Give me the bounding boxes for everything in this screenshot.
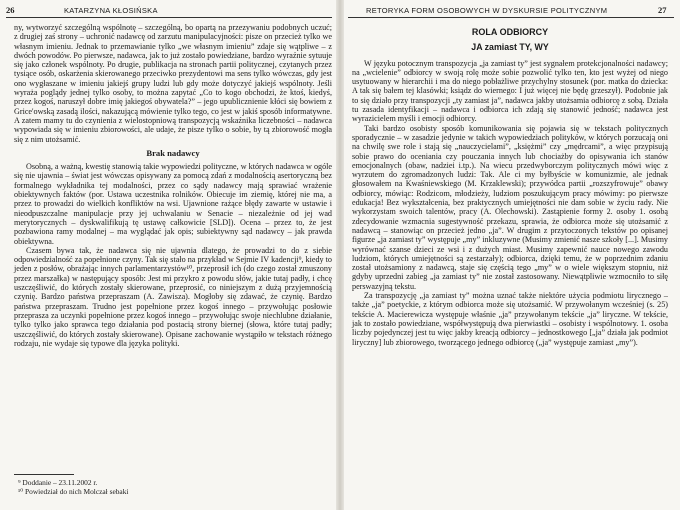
left-page-number: 26 xyxy=(6,5,15,15)
right-header-rule xyxy=(348,17,674,18)
footnotes xyxy=(18,478,128,496)
footnote-rule xyxy=(14,474,74,475)
right-page xyxy=(342,0,680,510)
section-heading-brak-nadawcy: Brak nadawcy xyxy=(146,147,200,158)
footnote-10: ¹⁰ Powiedział do nich Molczał sebaki xyxy=(18,487,129,496)
left-paragraph-2: Osobną, a ważną, kwestię stanowią takie wypowiedzi polityczne, w których nadawca w ogóle się nie ujawnia – świat jest wówczas opisywany za pomocą zdań z modalnością asertoryczną bez formalnego wykładnika tej modalności, przez co sądy nadawcy mają sprawiać wrażenie obiektywnych faktów (por. Ustawa uczestnika rolników. Obiecuje im ziemię, której nie ma, a przez to prowadzi do wielkich konfliktów na wsi. Ujawnione rażące błędy zawarte w ustawie i nieodpuszczalne manipulacje przy jej uchwalaniu w Senacie – niezależnie od jej wad merytorycznych – dyskwalifikują tę ustawę całkowicie [SLD]). Ocena – przez to, że jest pozbawiona ramy modalnej – ma wyglądać jak opis; subiektywny sąd nadawcy – jak prawda obiektywna. xyxy=(14,162,332,246)
left-paragraph-1: ny, wytworzyć szczególną wspólnotę – szczególną, bo opartą na przezywaniu podobnych uczuć; z drugiej zaś strony – uchronić nadawcę od zarzutu manipulacyjności: pisze on przecież tylko we własnym imieniu. Jednak to przemawianie tylko „we własnym imieniu” zdaje się wątpliwe – z dwóch powodów. Po pierwsze, nadawca, jak to już zostało powiedziane, bardzo wyraźnie sytuuje się jako członek wspólnoty. Po drugie, publikacja na stronach partii politycznej, czytanych przez tysiące osób, oskarżenia skierowanego przeciwko prezydentowi ma sens tylko wówczas, gdy jest ono wygłaszane w imieniu jakiejś grupy ludzi lub gdy może dotyczyć jakiejś wspólnoty. Jeśli wyraża poglądy jednej tylko osoby, to można zapytać „Co to kogo obchodzi, że ktoś, kiedyś, przez kogoś, naruszył dobre imię jakiegoś obywatela?” – jego upublicznienie kłóci się bowiem z Grice'owską zasadą ilości, nakazującą mówienie tylko tego, co jest w jakiś sposób informatywne. A zatem mamy tu do czynienia z wielostopniową transpozycją wskaźnika liczebności – nadawca wypowiada się w imieniu zbiorowości, ale udaje, że pisze tylko o sobie, by tą zbiorowość mogła się z nim utożsamić. xyxy=(14,23,332,144)
left-paragraph-3: Czasem bywa tak, że nadawca się nie ujawnia dlatego, że prowadzi to do z siebie odpowiedzialność za popełnione czyny. Tak się stało na przykład w Sejmie IV kadencji⁹, kiedy to jeden z posłów, obrażając innych parlamentarzystów¹⁰, przeprosił ich (do czego został zmuszony przez marszałka) w następujący sposób: Jest mi przykro z powodu słów, jakie tutaj padły, i chcę uszczęśliwić, do których zostały skierowane, przeprosić, co niniejszym z dużą przyjemnością czynię. Bardzo państwa przepraszam (A. Zawisza). Mogłoby się zdawać, że czynię. Bardzo państwa przepraszam. Trudno jest popełnione przez kogoś innego – przywołując posłowie przeprasza za uczynki popełnione przez kogoś innego – przywołując swoje niechlubne działanie, tylko tylko jako sprawca tego działania pod postacią strony biernej (słowa, które tutaj padły; uszczęśliwić, do których zostały skierowane). Opisane zachowanie wystąpiło w tekstach różnego rodzaju, nie wydaje się typowe dla języka polityki. xyxy=(14,245,332,348)
right-paragraph-2: Taki bardzo osobisty sposób komunikowania się pojawia się w tekstach politycznych sporadycznie – w zasadzie jedynie w takich wypowiedziach polityków, w których porzucają oni na chwilę swe role i stają się „nauczycielami”, „księżmi” czy „mędrcami”, a więc przypisują sobie prawo do oceniania czy pouczania innych lub chociażby do opisywania ich stanów emocjonalnych (obaw, nadziei i.tp.). Na wiecu przedwyborczym politycznych mówi więc z wyrzutem do zgromadzonych ludzi: Tak. Ale ci my byłbyście w komunizmie, ale jednak głosowałem na Kwaśniewskiego (M. Krzaklewski); przywódca partii „rozszyfrowuje” obawy odbiorcy, mówiąc: Rodzicom, młodzieży, ludziom poszukującym pracy mówimy: po pierwsze edukacja! Bez wykształcenia, bez praktycznych umiejętności nie dam sobie w życiu rady. Nie wykorzystam swoich talentów, pracy (A. Olechowski). Zastąpienie formy 2. osoby 1. osobą zdecydowanie wzmacnia sugestywność przekazu, sprawia, że odbiorca może się utożsamić z nadawcą – stanowiąc on przecież jedno „ja”. W drugim z przytoczonych tekstów po opisanej figurze „ja zamiast ty” występuje „my” inkluzywne (Musimy zmienić nasze szkoły [...]. Musimy wyrównać szanse dzieci ze wsi i z dużych miast. Musimy zapewnić nauce nowego zawodu ludziom, których umiejętności są zestarzały); odbiorca, dzięki temu, że w poprzednim zdaniu został utożsamiony z nadawcą, staje się częścią tego „my” w o wiele większym stopniu, niż gdyby uprzedni zabieg „ja zamiast ty” nie został zastosowany. Niewątpliwie wzmocniło to siłę perswazyjną tekstu. xyxy=(352,123,668,291)
right-paragraph-1: W języku potocznym transpozycja „ja zamiast ty” jest sygnałem protekcjonalności nadawcy; na „wcielenie” odbiorcy w swoją rolę może sobie pozwolić tylko ten, kto jest wyżej od niego usytuowany w hierarchii i ma do niego pobłażliwe przychylny stosunek (por. matka do dziecka: A tak się bałem tej klasówki; ksiądz do wiernego: I już więcej nie będę grzeszył). Podobnie jak to się działo przy transpozycji „ty zamiast ja”, nadawca jakby utożsamia odbiorcę z sobą. Działa tu zasada identyfikacji – nadawca i odbiorca ich zdają się stanowić jedność; nadawca jest wyrazicielem myśli i emocji odbiorcy. xyxy=(352,58,668,124)
chapter-subtitle: JA zamiast TY, WY xyxy=(471,42,549,53)
right-paragraph-3: Za transpozycję „ja zamiast ty” można uznać także niektóre użycia podmiotu lirycznego – także „ja” poetyckie, z którym odbiorca może się utożsamić. W przywołanym wcześniej (s. 25) tekście A. Macierewicza występuje właśnie „ja” przywołanym tekście „ja” liryczne. W tekście, jak to zostało powiedziane, współwystępują dwa pierwiastki – osobisty i wspólnotowy. 1. osoba liczby pojedynczej jest tu więc jakby kreacją odbiorcy – jednostkowego [„ja” działa jak podmiot liryczny] lub zbiorowego, tworzącego jednego odbiorcę („ja” występuje zamiast „my”). xyxy=(352,291,668,347)
footnote-9: ⁹ Doddanie – 23.11.2002 r. xyxy=(18,478,98,487)
left-page xyxy=(0,0,338,510)
left-running-header: KATARZYNA KŁOSIŃSKA xyxy=(64,6,158,15)
right-page-number: 27 xyxy=(658,5,667,15)
left-header-rule xyxy=(6,17,332,18)
right-running-header: RETORYKA FORM OSOBOWYCH W DYSKURSIE POLITYCZNYM xyxy=(366,6,608,15)
right-text-block xyxy=(352,28,668,347)
chapter-title: ROLA ODBIORCY xyxy=(471,27,549,37)
left-text-block xyxy=(14,23,332,348)
